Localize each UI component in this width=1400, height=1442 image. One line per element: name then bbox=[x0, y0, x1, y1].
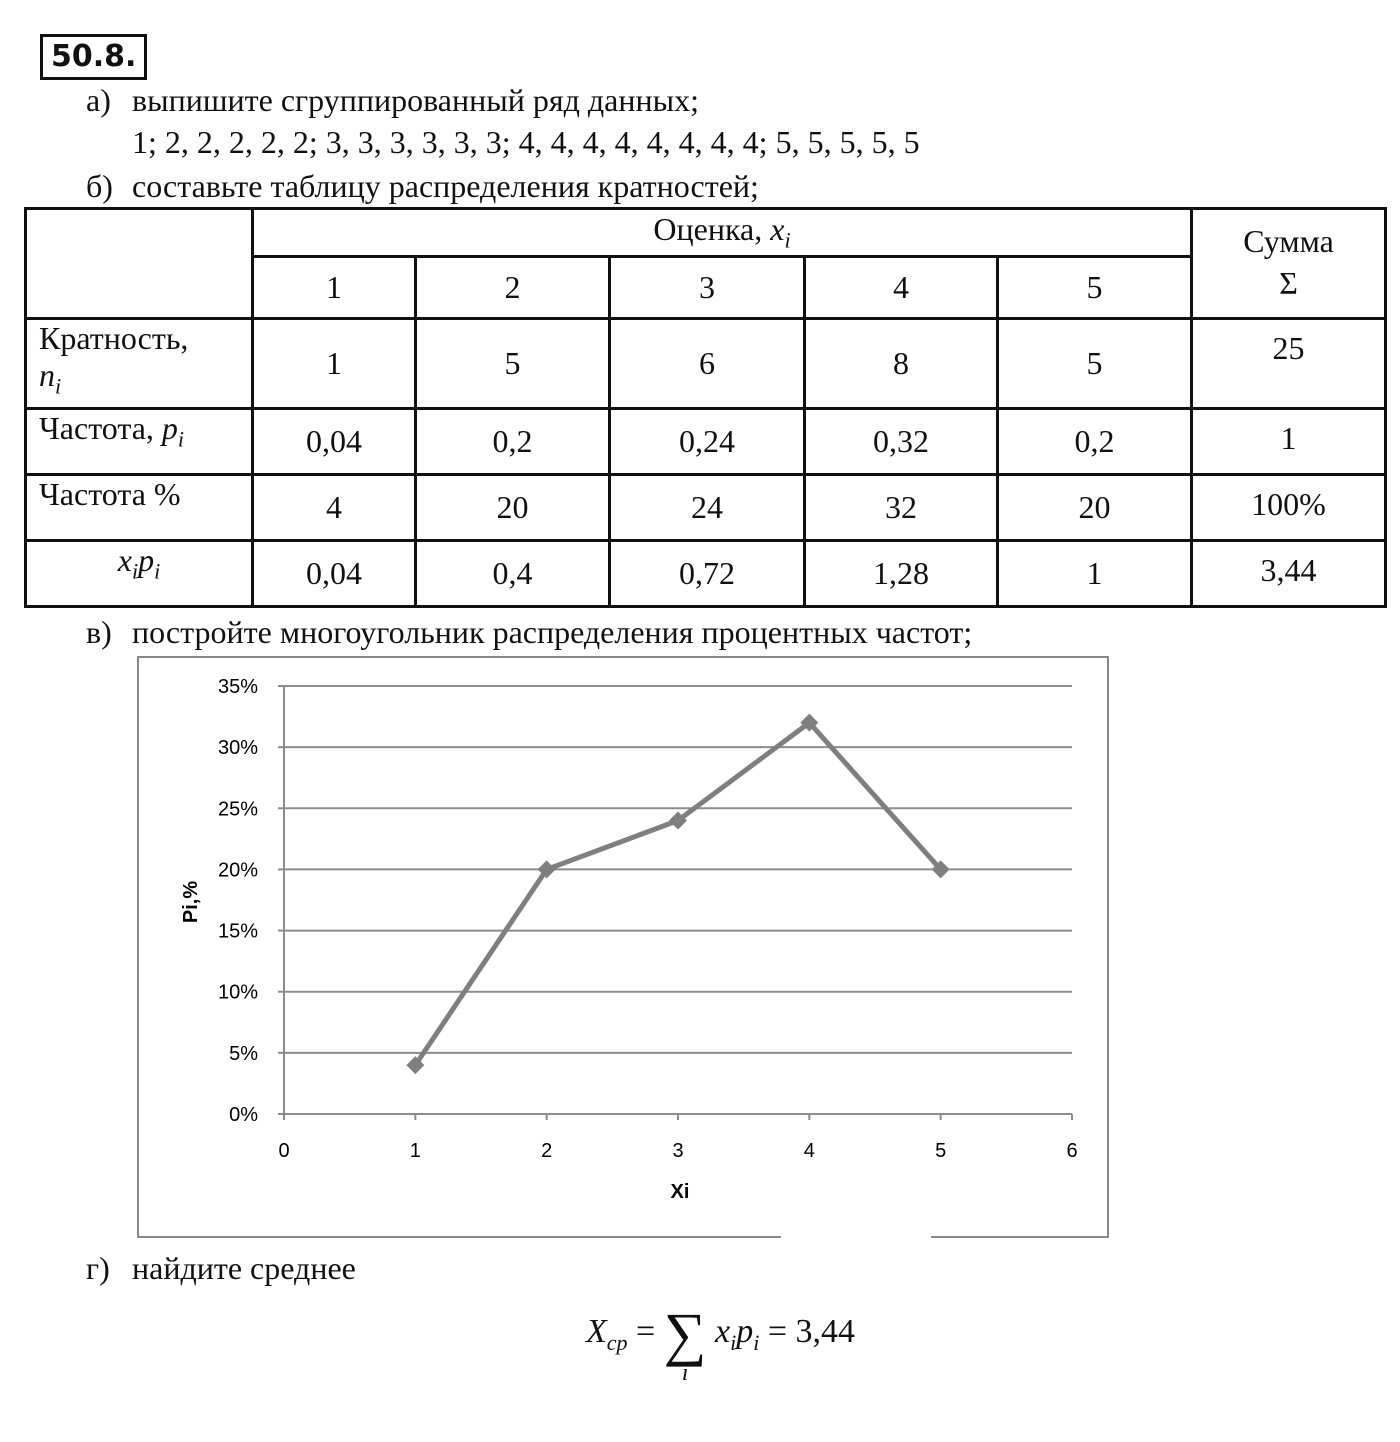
table-cell: 0,04 bbox=[253, 541, 416, 607]
table-cell: 0,24 bbox=[610, 409, 805, 475]
series-markers bbox=[406, 714, 949, 1074]
table-cell: 6 bbox=[610, 319, 805, 409]
part-c-label: в) bbox=[86, 614, 112, 650]
part-d-label: г) bbox=[86, 1250, 110, 1286]
table-cell: 5 bbox=[416, 319, 610, 409]
table-cell: 32 bbox=[805, 475, 998, 541]
row-header: Кратность, $n_i$ bbox=[26, 319, 253, 409]
y-tick-label: 15% bbox=[217, 920, 258, 943]
y-tick-label: 10% bbox=[217, 981, 258, 1004]
part-d-text: найдите среднее bbox=[132, 1250, 356, 1286]
series-line bbox=[415, 723, 940, 1065]
table-cell: 1 bbox=[998, 541, 1192, 607]
table-cell: 5 bbox=[998, 319, 1192, 409]
y-axis-label: Pi,% bbox=[180, 880, 202, 924]
x-tick-label: 6 bbox=[1066, 1140, 1078, 1162]
grade-header-cell: 5 bbox=[998, 257, 1192, 319]
y-tick-label: 30% bbox=[217, 737, 258, 760]
mean-formula: $X_{ср}$ = ∑ i $x_ip_i = 3,44$ bbox=[586, 1301, 856, 1386]
problem-number: 50.8. bbox=[40, 34, 147, 80]
part-b-text: составьте таблицу распределения кратностей; bbox=[132, 168, 759, 204]
table-cell: 1,28 bbox=[805, 541, 998, 607]
chart-gridlines bbox=[278, 686, 1072, 1114]
row-header: Частота % bbox=[26, 475, 253, 541]
sum-header: Сумма Σ bbox=[1192, 209, 1386, 319]
row-sum-cell: 100% bbox=[1192, 475, 1386, 541]
grade-header-cell: 1 bbox=[253, 257, 416, 319]
grouped-series: 1; 2, 2, 2, 2, 2; 3, 3, 3, 3, 3, 3; 4, 4, 4, 4, 4, 4, 4, 4; 5, 5, 5, 5, 5 bbox=[132, 124, 920, 160]
x-axis-label: Xi bbox=[670, 1181, 690, 1203]
row-sum-cell: 1 bbox=[1192, 409, 1386, 475]
x-tick-label: 1 bbox=[409, 1140, 421, 1162]
row-sum-cell: 25 bbox=[1192, 319, 1386, 409]
table-cell: 24 bbox=[610, 475, 805, 541]
grade-header-cell: 3 bbox=[610, 257, 805, 319]
table-cell: 1 bbox=[253, 319, 416, 409]
sum-index: i bbox=[681, 1360, 689, 1386]
sum-sign: ∑ bbox=[663, 1301, 707, 1367]
table-cell: 0,04 bbox=[253, 409, 416, 475]
x-tick-label: 3 bbox=[672, 1140, 684, 1162]
table-cell: 4 bbox=[253, 475, 416, 541]
x-tick-labels bbox=[278, 1140, 1077, 1162]
y-tick-label: 20% bbox=[217, 859, 258, 882]
y-tick-label: 0% bbox=[229, 1104, 258, 1126]
table-cell: 8 bbox=[805, 319, 998, 409]
part-a-text: выпишите сгруппированный ряд данных; bbox=[132, 82, 699, 118]
table-cell: 20 bbox=[416, 475, 610, 541]
y-tick-labels bbox=[218, 676, 258, 1126]
table-cell: 0,72 bbox=[610, 541, 805, 607]
x-tick-label: 0 bbox=[278, 1140, 290, 1162]
x-tick-label: 2 bbox=[541, 1140, 553, 1162]
part-c-text: постройте многоугольник распределения процентных частот; bbox=[132, 614, 973, 650]
row-header: Частота, $p_i$ bbox=[26, 409, 253, 475]
table-cell: 20 bbox=[998, 475, 1192, 541]
x-tick-label: 5 bbox=[935, 1140, 947, 1162]
y-tick-label: 35% bbox=[217, 676, 258, 698]
chart-axes bbox=[284, 686, 1072, 1120]
part-b-label: б) bbox=[86, 168, 113, 204]
row-header: $x_ip_i$ bbox=[26, 541, 253, 607]
y-tick-label: 25% bbox=[217, 798, 258, 821]
part-d-line bbox=[86, 1248, 356, 1288]
row-sum-cell: 3,44 bbox=[1192, 541, 1386, 607]
y-tick-label: 5% bbox=[229, 1042, 258, 1065]
part-a-label: а) bbox=[86, 82, 111, 118]
table-cell: 0,2 bbox=[998, 409, 1192, 475]
x-tick-label: 4 bbox=[803, 1140, 815, 1162]
grade-group-header: Оценка, $x_i$ bbox=[253, 209, 1192, 257]
grade-header-cell: 4 bbox=[805, 257, 998, 319]
grade-header-cell: 2 bbox=[416, 257, 610, 319]
table-cell: 0,2 bbox=[416, 409, 610, 475]
table-cell: 0,4 bbox=[416, 541, 610, 607]
table-cell: 0,32 bbox=[805, 409, 998, 475]
